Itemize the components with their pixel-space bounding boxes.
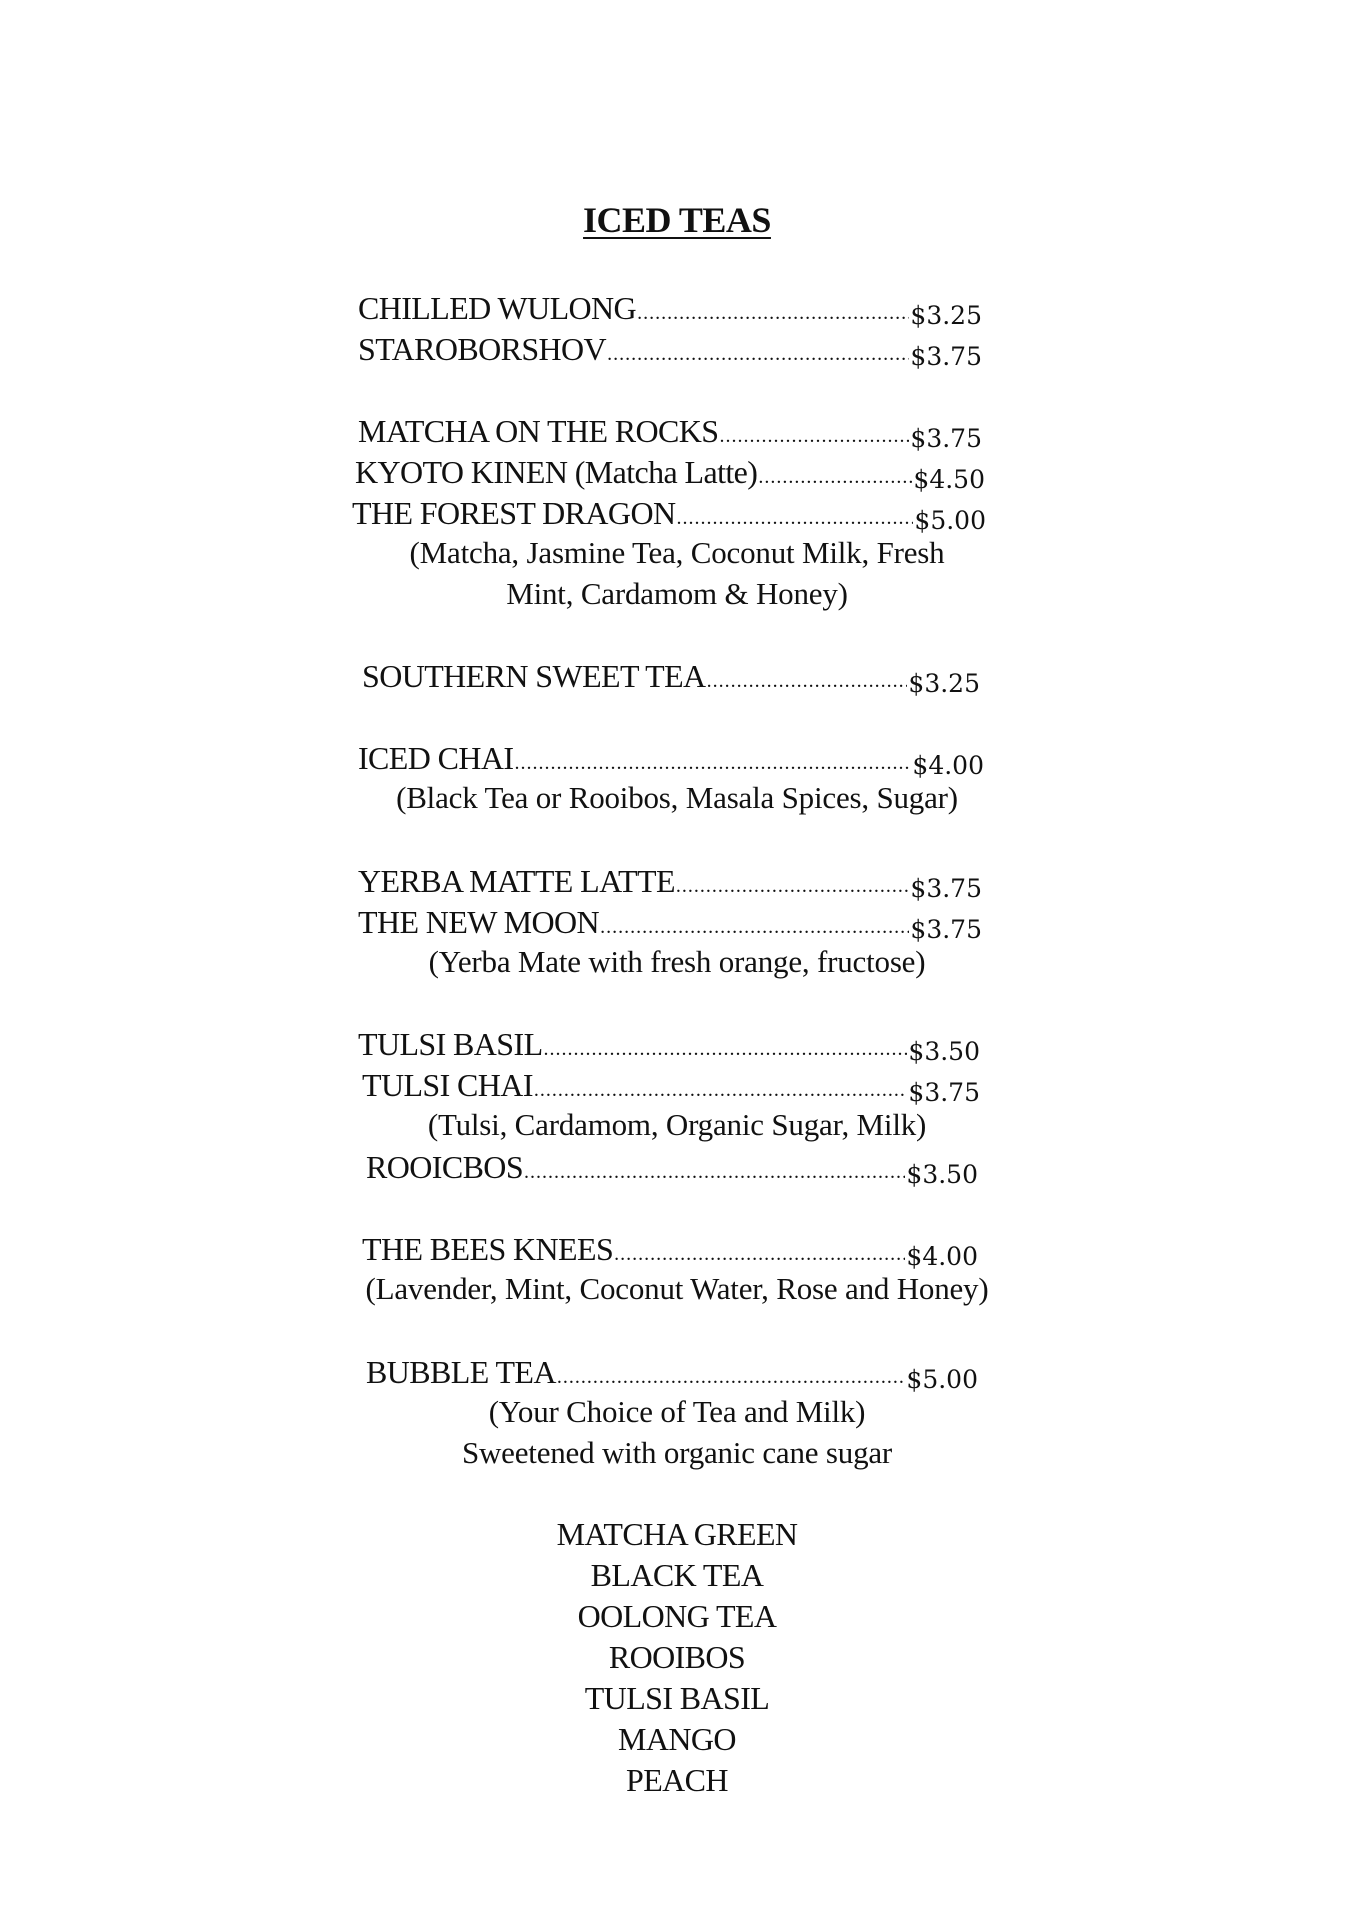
item-price: $4.00 — [906, 1242, 978, 1271]
menu-item-rooicbos — [366, 1146, 978, 1188]
menu-item-bubble-tea — [366, 1351, 978, 1393]
item-price: $3.50 — [906, 1160, 978, 1189]
item-price: $3.75 — [910, 424, 982, 453]
bubble-flavor-item: PEACH — [626, 1762, 728, 1798]
item-description-bees-knees: (Lavender, Mint, Coconut Water, Rose and Honey) — [365, 1271, 989, 1306]
item-name: SOUTHERN SWEET TEA — [362, 658, 706, 694]
item-description-forest-dragon-line1: (Matcha, Jasmine Tea, Coconut Milk, Fresh — [409, 535, 945, 570]
bubble-flavor-item: BLACK TEA — [590, 1557, 764, 1593]
item-price: $3.75 — [910, 342, 982, 371]
bubble-flavor-item: TULSI BASIL — [584, 1680, 770, 1716]
item-price: $3.25 — [910, 301, 982, 330]
item-name: TULSI CHAI — [362, 1067, 533, 1103]
menu-item-the-bees-knees — [362, 1228, 978, 1270]
menu-title: ICED TEAS — [583, 200, 771, 240]
item-price: $3.25 — [908, 669, 980, 698]
item-price: $5.00 — [906, 1365, 978, 1394]
item-price: $3.75 — [910, 915, 982, 944]
item-name: MATCHA ON THE ROCKS — [358, 413, 719, 449]
item-description-forest-dragon-line2: Mint, Cardamom & Honey) — [506, 576, 848, 611]
item-name: THE FOREST DRAGON — [352, 495, 676, 531]
menu-item-southern-sweet-tea — [362, 655, 980, 697]
dot-leader — [524, 1151, 905, 1193]
menu-item-chilled-wulong — [358, 287, 982, 329]
menu-item-tulsi-basil — [358, 1023, 980, 1065]
item-name: BUBBLE TEA — [366, 1354, 556, 1390]
item-price: $4.00 — [912, 751, 984, 780]
bubble-flavor-item: MATCHA GREEN — [556, 1516, 798, 1552]
dot-leader — [607, 333, 909, 375]
menu-item-yerba-matte-latte — [358, 860, 982, 902]
item-description-iced-chai: (Black Tea or Rooibos, Masala Spices, Sugar) — [396, 780, 958, 815]
item-name: CHILLED WULONG — [358, 290, 637, 326]
bubble-flavor-item: ROOIBOS — [608, 1639, 746, 1675]
item-name: ICED CHAI — [358, 740, 514, 776]
item-price: $3.50 — [908, 1037, 980, 1066]
item-name: ROOICBOS — [366, 1149, 524, 1185]
item-price: $3.75 — [910, 874, 982, 903]
item-name: STAROBORSHOV — [358, 331, 607, 367]
menu-item-matcha-on-the-rocks — [358, 410, 982, 452]
item-description-bubble-tea-line1: (Your Choice of Tea and Milk) — [488, 1394, 866, 1429]
item-price: $5.00 — [914, 506, 986, 535]
item-description-bubble-tea-line2: Sweetened with organic cane sugar — [461, 1435, 893, 1470]
menu-item-tulsi-chai — [362, 1064, 980, 1106]
menu-item-iced-chai — [358, 737, 984, 779]
item-price: $4.50 — [913, 465, 985, 494]
dot-leader — [707, 660, 908, 702]
item-name: THE BEES KNEES — [362, 1231, 614, 1267]
item-name: TULSI BASIL — [358, 1026, 543, 1062]
menu-item-the-forest-dragon — [352, 492, 986, 534]
item-description-new-moon: (Yerba Mate with fresh orange, fructose) — [428, 944, 926, 979]
menu-item-staroborshov — [358, 328, 982, 370]
item-name: THE NEW MOON — [358, 904, 600, 940]
item-price: $3.75 — [908, 1078, 980, 1107]
item-description-tulsi-chai: (Tulsi, Cardamom, Organic Sugar, Milk) — [427, 1107, 927, 1142]
item-name: KYOTO KINEN (Matcha Latte) — [355, 454, 758, 490]
menu-item-the-new-moon — [358, 901, 982, 943]
bubble-flavor-item: MANGO — [618, 1721, 736, 1757]
item-name: YERBA MATTE LATTE — [358, 863, 675, 899]
menu-item-kyoto-kinen — [355, 451, 985, 493]
bubble-flavor-item: OOLONG TEA — [577, 1598, 777, 1634]
